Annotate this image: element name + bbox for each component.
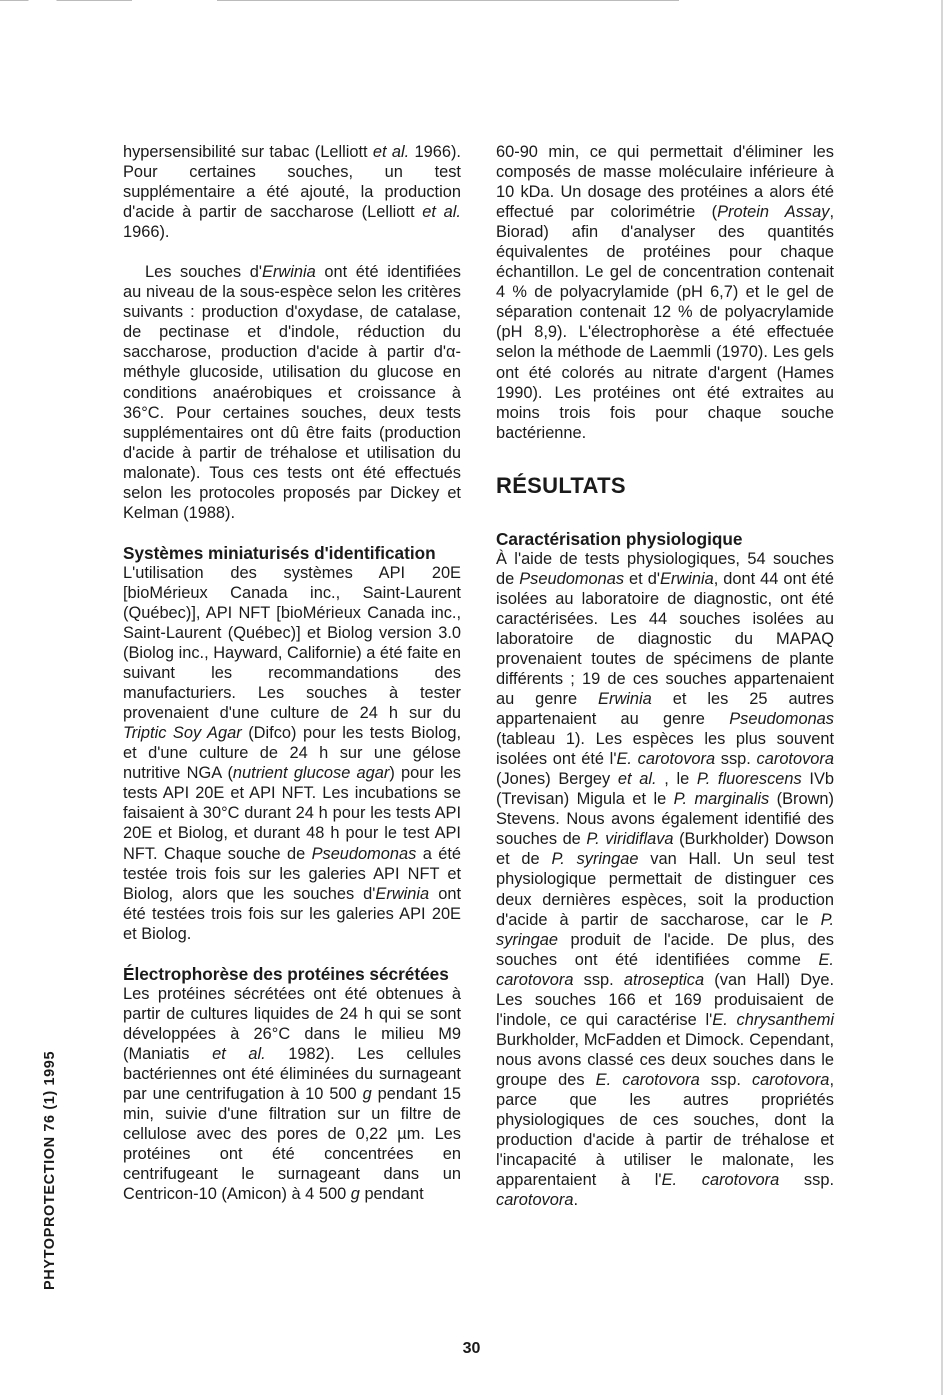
text-run: (Brown) Stevens. Nous avons également identifié des souches de	[496, 790, 834, 849]
text-run: hypersensibilité sur tabac (Lelliott	[123, 143, 373, 161]
page-number: 30	[462, 1340, 481, 1357]
italic-run: Erwinia	[659, 569, 714, 588]
italic-run: Triptic Soy Agar	[123, 724, 242, 743]
italic-run: Pseudomonas	[729, 710, 834, 729]
left-paragraph-3	[123, 563, 461, 944]
right-paragraph-2	[496, 549, 834, 1211]
left-paragraph-1	[123, 142, 461, 242]
italic-run: g	[362, 1084, 372, 1103]
italic-run: P. viridiflava	[586, 830, 674, 849]
text-run: ssp.	[573, 970, 624, 989]
right-paragraph-1	[496, 142, 834, 443]
text-run: ssp.	[715, 750, 757, 769]
text-run: ont été testées trois fois sur les galeries API 20E et Biolog.	[123, 884, 461, 943]
text-run: et d'	[624, 569, 660, 588]
section-heading-miniaturized-systems: Systèmes miniaturisés d'identification	[123, 542, 436, 563]
italic-run: E. carotovora	[616, 750, 716, 769]
text-run: ) pour les tests API 20E et API NFT. Les incubations se faisaient à 30°C durant 24 h pour les tests API 20E et Biolog, et durant 48 h pour le test API NFT. Chaque souche de	[123, 764, 462, 863]
italic-run: E. chrysanthemi	[712, 1010, 834, 1029]
italic-run: P. syringae	[551, 850, 639, 869]
text-run: , Biorad) afin d'analyser des quantités équivalentes de protéines pour chaque échantillon. Le gel de concentration contenait 4 % de polyacrylamide (pH 6,7) et le gel de séparation contenait 12 % de polyacrylamide (pH 8,9). L'électrophorèse a été effectuée selon la méthode de Laemmli (1970). Les gels ont été colorés au nitrate d'argent (Hames 1990). Les protéines ont été extraites au moins trois fois pour chaque souche bactérienne.	[496, 203, 834, 442]
text-run: (Burkholder) Dowson et de	[496, 830, 834, 869]
italic-run: Protein Assay	[717, 203, 830, 222]
text-run: Burkholder, McFadden et Dimock. Cependant, nous avons classé ces deux souches dans le groupe des	[496, 1030, 834, 1089]
text-run: et les 25 autres appartenaient au genre	[496, 690, 834, 729]
italic-run: Erwinia	[261, 263, 316, 282]
text-run: L'utilisation des systèmes API 20E [bioMérieux Canada inc., Saint-Laurent (Québec)], API NFT [bioMérieux Canada inc., Saint-Laurent (Québec)] et Biolog version 3.0 (Biolog inc., Hayward, Californie) a été faite en suivant les recommandations des manufacturiers. Les souches à tester provenaient d'une culture de 24 h sur du	[123, 563, 461, 723]
italic-run: Erwinia	[375, 884, 430, 903]
italic-run: carotovora	[756, 750, 834, 769]
italic-run: g	[350, 1185, 360, 1204]
right-column	[496, 142, 834, 1210]
text-run: (Difco) pour les tests Biolog, et d'une culture de 24 h sur une gélose nutritive NGA (	[123, 724, 461, 783]
text-run: Les protéines sécrétées ont été obtenues à partir de cultures liquides de 24 h qui se sont développées à 26°C dans le milieu M9 (Maniatis	[123, 984, 461, 1063]
italic-run: atroseptica	[623, 970, 705, 989]
text-run: 60-90 min, ce qui permettait d'éliminer les composés de masse moléculaire inférieure à 10 kDa. Un dosage des protéines a alors été effectué par colorimétrie (	[496, 143, 834, 222]
italic-run: carotovora	[496, 1191, 574, 1210]
italic-run: P. marginalis	[673, 790, 770, 809]
text-run: ssp.	[779, 1171, 834, 1190]
text-run: ssp.	[699, 1070, 752, 1089]
top-rule	[0, 0, 943, 1]
text-run: 1966). Pour certaines souches, un test supplémentaire a été ajouté, la production d'acide à partir de saccharose (Lelliott	[123, 143, 461, 222]
italic-run: E. carotovora	[661, 1171, 780, 1190]
text-run: À l'aide de tests physiologiques, 54 souches de	[496, 549, 834, 588]
italic-run: P. fluorescens	[696, 770, 802, 789]
text-run: (van Hall) Dye. Les souches 166 et 169 produisaient de l'indole, ce qui caractérise l'	[496, 970, 834, 1029]
text-run: ont été identifiées au niveau de la sous-espèce selon les critères suivants : production d'oxydase, de catalase, de pectinase et d'indole, réduction du saccharose, production d'acide à partir d'α-méthyle glucoside, utilisation du glucose en conditions anaérobiques et croissance à 36°C. Pour certaines souches, deux tests supplémentaires ont dû être faits (production d'acide à partir de tréhalose et utilisation du malonate). Tous ces tests ont été effectués selon les protocoles proposés par Dickey et Kelman (1988).	[123, 263, 461, 522]
journal-side-label: PHYTOPROTECTION 76 (1) 1995	[42, 1050, 58, 1290]
text-run: pendant	[359, 1185, 424, 1204]
italic-run: et al.	[617, 770, 657, 789]
text-run: 1966).	[123, 223, 170, 242]
text-run: , le	[656, 770, 697, 789]
italic-run: et al.	[212, 1044, 266, 1063]
left-paragraph-2	[123, 262, 461, 523]
text-run: produit de l'acide. De plus, des souches ont été identifiées comme	[496, 930, 834, 969]
italic-run: Pseudomonas	[311, 844, 417, 863]
text-run: IVb (Trevisan) Migula et le	[496, 770, 834, 809]
italic-run: Pseudomonas	[519, 569, 625, 588]
results-heading: RÉSULTATS	[496, 472, 626, 498]
text-run: a été testée trois fois sur les galeries API NFT et Biolog, alors que les souches d'	[123, 844, 461, 903]
italic-run: E. carotovora	[496, 950, 834, 989]
text-run: , dont 44 ont été isolées au laboratoire de diagnostic, ont été caractérisées. Les 44 souches isolées au laboratoire de diagnostic du MAPAQ provenaient toutes de spécimens de plante différents ; 19 de ces souches appartenaient au genre	[496, 569, 834, 709]
section-heading-electrophoresis: Électrophorèse des protéines sécrétées	[123, 963, 449, 984]
text-run: pendant 15 min, suivie d'une filtration sur un filtre de cellulose avec des pores de 0,22 µm. Les protéines ont été concentrées en centrifugeant le surnageant dans un Centricon-10 (Amicon) à 4 500	[123, 1084, 461, 1204]
italic-run: E. carotovora	[595, 1070, 700, 1089]
left-column	[123, 142, 461, 1204]
italic-run: P. syringae	[496, 910, 834, 949]
text-run: Les souches d'	[145, 263, 262, 282]
italic-run: Erwinia	[598, 690, 652, 709]
italic-run: et al.	[372, 143, 410, 161]
left-paragraph-4	[123, 984, 461, 1205]
section-heading-physiological: Caractérisation physiologique	[496, 528, 743, 549]
text-run: (tableau 1). Les espèces les plus souvent isolées ont été l'	[496, 730, 834, 769]
text-run: 1982). Les cellules bactériennes ont été éliminées du surnageant par une centrifugation à 10 500	[123, 1044, 462, 1103]
italic-run: carotovora	[751, 1070, 830, 1089]
text-run: , parce que les autres propriétés physiologiques de ces souches, dont la production d'acide à partir de tréhalose et l'incapacité à utiliser le malonate, les apparentaient à l'	[496, 1070, 834, 1190]
italic-run: nutrient glucose agar	[232, 764, 390, 783]
text-run: (Jones) Bergey	[496, 770, 618, 789]
text-run: van Hall. Un seul test physiologique permettait de distinguer ces deux dernières espèces, soit la production d'acide à partir de saccharose, car le	[496, 850, 834, 929]
italic-run: et al.	[422, 203, 461, 222]
text-run: .	[573, 1191, 579, 1210]
